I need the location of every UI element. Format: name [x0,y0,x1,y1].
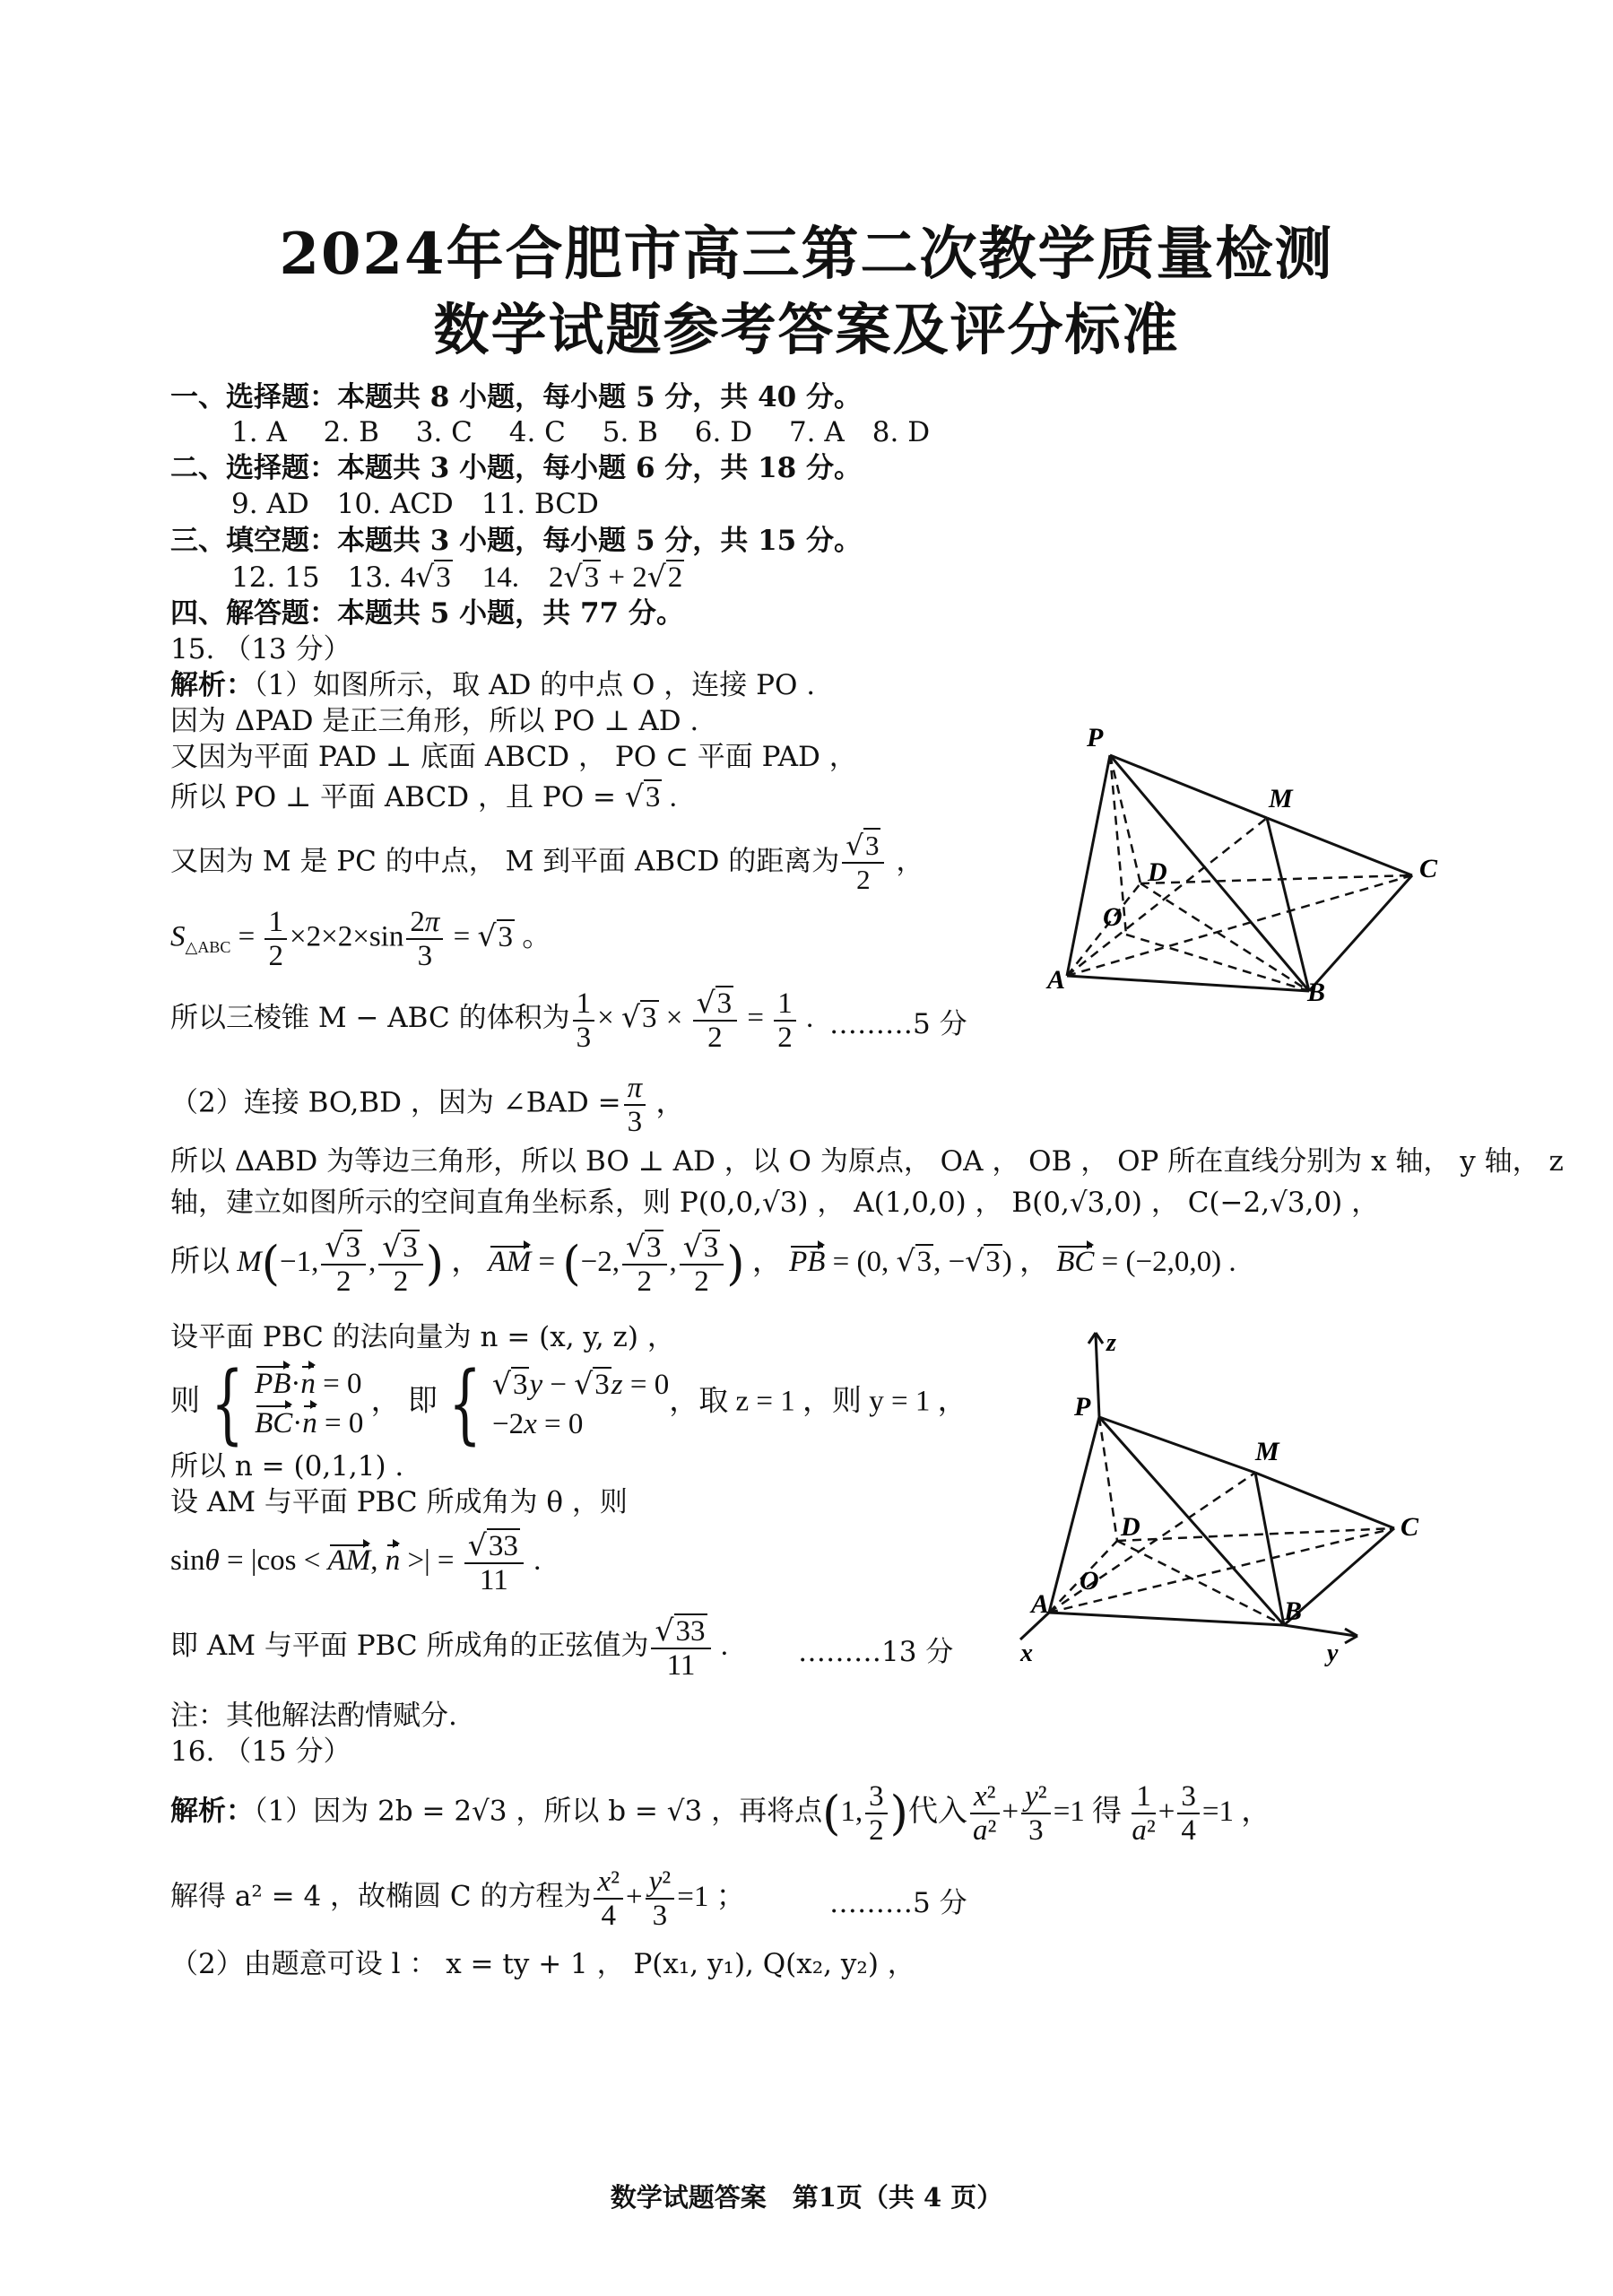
fig1-label-P: P [1087,723,1104,752]
fig1-label-B: B [1307,978,1326,1004]
fig1-label-C: C [1419,854,1438,883]
q15-header: 15. （13 分） [170,633,351,665]
pyramid-figure-2 [995,1327,1426,1668]
q15-label: 解析： [170,669,254,701]
fig2-label-z: z [1106,1329,1116,1357]
q15-line-15: 设 AM 与平面 PBC 所成角为 θ ，则 [170,1486,628,1518]
section2-header: 二、选择题：本题共 3 小题，每小题 6 分，共 18 分。 [170,452,863,484]
q15-line-1 [170,667,815,703]
q15-note: 注：其他解法酌情赋分. [170,1700,457,1732]
pyramid-figure-1 [1040,718,1461,1004]
q15-line-7: 所以三棱锥 M − ABC 的体积为 $\frac{1}{3}$ × √3 × $\frac{√3}{2}$ = $\frac{1}{2}$ . [170,985,814,1054]
q15-text-4: 所以 PO ⊥ 平面 ABCD ，且 PO = [170,781,625,813]
q15-line-8: （2）连接 BO,BD ，因为 ∠BAD = $\frac{\pi}{3}$ ， [170,1072,686,1138]
q15-line-9: 所以 ΔABD 为等边三角形，所以 BO ⊥ AD ，以 O 为原点， OA ， OB ， OP 所在直线分别为 x 轴， y 轴， z [170,1145,1564,1178]
q15-line-4: 所以 PO ⊥ 平面 ABCD ，且 PO = √3 . [170,778,677,813]
section1-answers: 1. A 2. B 3. C 4. C 5. B 6. D 7. A 8. D [231,416,931,448]
q15-line-3: 又因为平面 PAD ⊥ 底面 ABCD ， PO ⊂ 平面 PAD ， [170,741,857,773]
q15-line-12: 设平面 PBC 的法向量为 n = (x, y, z) ， [170,1321,675,1353]
section3-answers: 12. 15 13. 4√3 14. 2√3 + 2√2 [231,559,683,594]
fig2-label-x: x [1020,1639,1033,1667]
fig2-label-B: B [1284,1596,1303,1626]
q16-text-1: （1）因为 2b = 2√3 ，所以 b = √3 ，再将点 [254,1795,823,1828]
q15-text-13: ，取 z = 1 ，则 y = 1 ， [669,1385,967,1418]
fig1-label-M: M [1269,784,1293,813]
section3-answers-prefix: 12. 15 13. [231,561,401,594]
q16-line-3: （2）由题意可设 l ： x = ty + 1 ， P(x₁, y₁), Q(x₂, y₂) ， [170,1948,915,1980]
q15-line-13: 则 { PB·n = 0 BC·n = 0 ， 即 { √3y − √3z = 0 −2x = 0，取 z = 1 ，则 y = 1 ， [170,1353,967,1454]
fig1-label-O: O [1103,902,1123,932]
fig2-label-y: y [1327,1639,1339,1667]
fig2-label-A: A [1031,1589,1050,1619]
q15-text-8: （2）连接 BO,BD ，因为 ∠BAD = [170,1086,621,1119]
fig2-label-C: C [1401,1512,1419,1542]
fig2-label-O: O [1080,1566,1099,1596]
section2-answers: 9. AD 10. ACD 11. BCD [231,488,599,520]
q15-line-5: 又因为 M 是 PC 的中点， M 到平面 ABCD 的距离为 $\frac{√3}{2}$ ， [170,830,924,895]
title-line-1: 2024年合肥市高三第二次教学质量检测 [279,221,1334,288]
q15-text-17: 即 AM 与平面 PBC 所成角的正弦值为 [170,1630,649,1663]
q16-line-1: 解析：（1）因为 2b = 2√3 ，所以 b = √3 ，再将点(1, $\frac{3}{2}$ )代入 $\frac{\text{x²}}{\text{a²}}$ + $\frac{\text{y²}}{3}$ =1 得 $\frac{1}{\text{a²}}$ + $\frac{3}{4}$ =1 ， [170,1780,1271,1847]
q15-line-14: 所以 n = (0,1,1) . [170,1450,404,1483]
q16-header: 16. （15 分） [170,1735,351,1768]
q15-line-area: $S_{\triangle ABC}$ = $\frac{1}{2}$ ×2×2×sin $\frac{2\pi}{3}$ = √3 。 [170,906,552,972]
q16-score-5: ………5 分 [829,1887,967,1919]
fig2-label-D: D [1121,1512,1140,1542]
q15-line-11: 所以 M(−1, $\frac{√3}{2}$ , $\frac{√3}{2}$ ) ， AM = (−2, $\frac{√3}{2}$ , $\frac{√3}{2}$ ) ， PB = (0, √3, −√3) ， BC = (−2,0,0) . [170,1229,1236,1298]
fig2-label-P: P [1074,1392,1091,1422]
q15-score-13: ………13 分 [798,1636,954,1668]
section4-header: 四、解答题：本题共 5 小题，共 77 分。 [170,597,684,630]
q15-score-5: ………5 分 [829,1008,967,1040]
q15-line-17: 即 AM 与平面 PBC 所成角的正弦值为 $\frac{√33}{11}$ . [170,1613,729,1682]
title-line-2: 数学试题参考答案及评分标准 [433,297,1180,362]
q15-line-2: 因为 ΔPAD 是正三角形，所以 PO ⊥ AD . [170,705,699,737]
fig1-label-A: A [1047,965,1066,995]
fig2-label-M: M [1255,1437,1279,1466]
q16-text-2: 解得 a² = 4 ，故椭圆 C 的方程为 [170,1880,592,1913]
q16-line-2: 解得 a² = 4 ，故椭圆 C 的方程为 $\frac{\text{x²}}{4}$ + $\frac{\text{y²}}{3}$ =1 ； [170,1866,746,1932]
page-footer: 数学试题答案 第1页（共 4 页） [610,2182,1003,2213]
fig1-label-D: D [1148,857,1167,887]
section1-header: 一、选择题：本题共 8 小题，每小题 5 分，共 40 分。 [170,381,863,413]
section3-header: 三、填空题：本题共 3 小题，每小题 5 分，共 15 分。 [170,525,863,557]
q15-text-7: 所以三棱锥 M − ABC 的体积为 [170,1002,570,1035]
q15-line-10: 轴，建立如图所示的空间直角坐标系，则 P(0,0,√3) ， A(1,0,0) ， B(0,√3,0) ， C(−2,√3,0) ， [170,1187,1380,1219]
q15-text-5: 又因为 M 是 PC 的中点， M 到平面 ABCD 的距离为 [170,845,840,878]
q15-line-16: sinθ = |cos < AM, n >| = $\frac{√33}{11}$ . [170,1527,542,1596]
q15-text-1: （1）如图所示，取 AD 的中点 O ，连接 PO . [254,669,816,701]
